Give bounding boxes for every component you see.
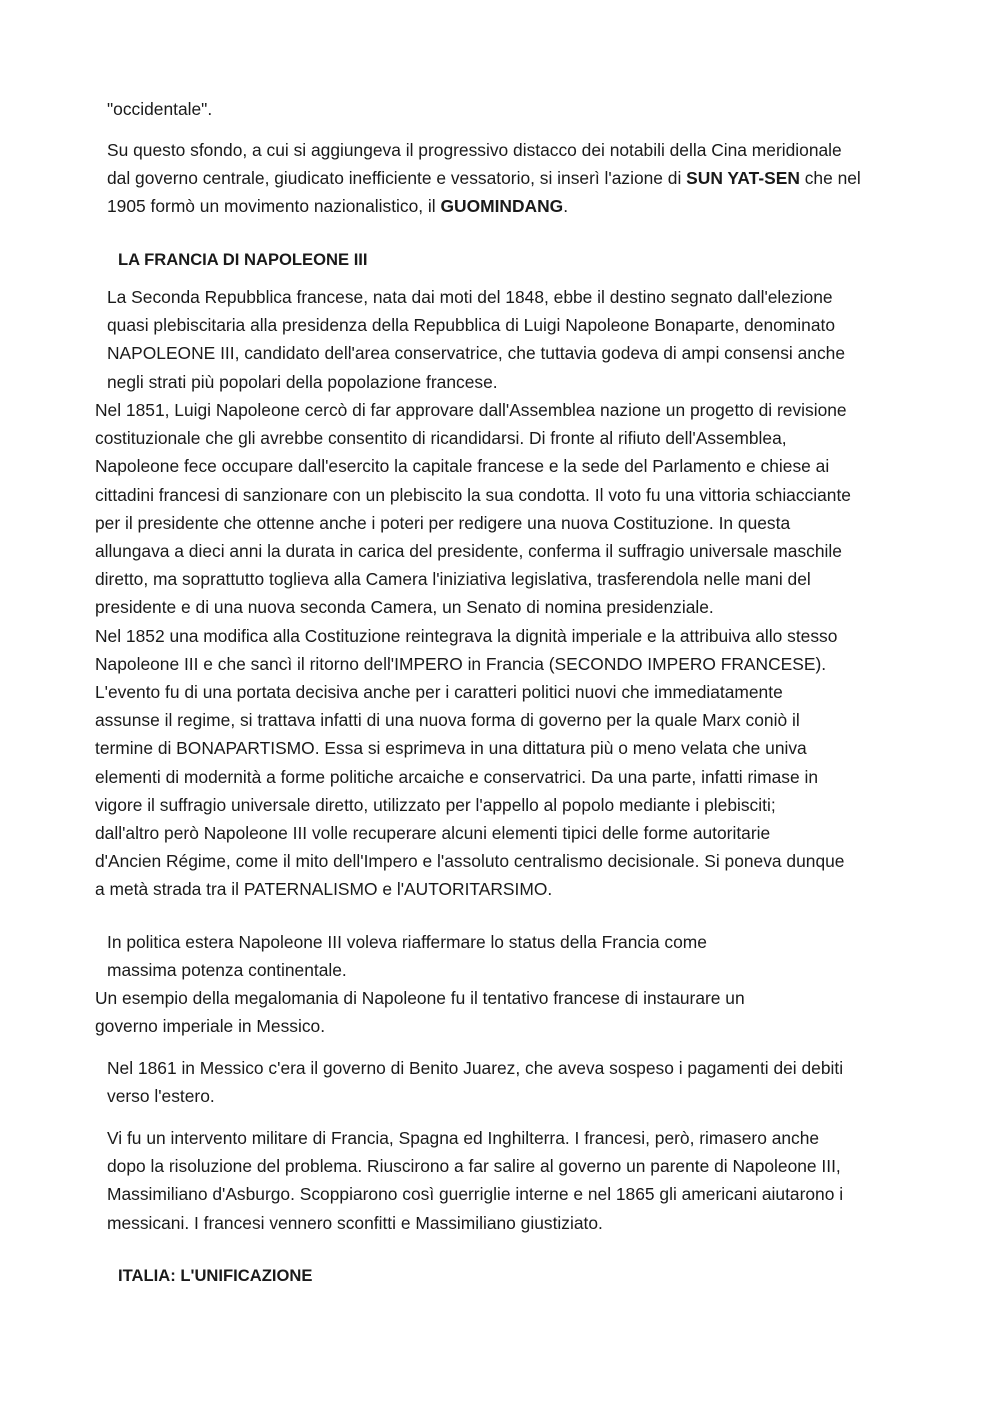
text-line: "occidentale". xyxy=(107,99,213,119)
text-line: presidente e di una nuova seconda Camera, un Senato di nomina presidenziale. xyxy=(95,597,714,618)
text-line: dopo la risoluzione del problema. Riuscirono a far salire al governo un parente di Napoleone III, xyxy=(107,1156,841,1177)
text-line: cittadini francesi di sanzionare con un plebiscito la sua condotta. Il voto fu una vittoria schiacciante xyxy=(95,484,851,505)
text-line: per il presidente che ottenne anche i poteri per redigere una nuova Costituzione. In questa xyxy=(95,512,791,533)
text-line: dal governo centrale, giudicato inefficiente e vessatorio, si inserì l'azione di SUN YAT-SEN che nel xyxy=(107,168,861,189)
text-line: diretto, ma soprattutto toglieva alla Camera l'iniziativa legislativa, trasferendola nelle mani del xyxy=(95,569,811,590)
francia-paragraph-5 xyxy=(107,1054,843,1110)
text-line: NAPOLEONE III, candidato dell'area conservatrice, che tuttavia godeva di ampi consensi anche xyxy=(107,343,845,364)
text-line: Nel 1852 una modifica alla Costituzione reintegrava la dignità imperiale e la attribuiva allo stesso xyxy=(95,625,838,646)
francia-paragraph-3 xyxy=(107,928,707,984)
text-line: Nel 1861 in Messico c'era il governo di Benito Juarez, che aveva sospeso i pagamenti dei debiti xyxy=(107,1058,844,1078)
section-heading-francia: LA FRANCIA DI NAPOLEONE III xyxy=(118,250,368,269)
francia-paragraph-6 xyxy=(107,1124,843,1237)
text-line: 1905 formò un movimento nazionalistico, il GUOMINDANG. xyxy=(107,196,569,217)
text-line: elementi di modernità a forme politiche arcaiche e conservatrici. Da una parte, infatti rimase in xyxy=(95,766,819,787)
text-line: Massimiliano d'Asburgo. Scoppiarono così guerriglie interne e nel 1865 gli americani aiutarono i xyxy=(107,1184,844,1205)
text-line: massima potenza continentale. xyxy=(107,960,347,981)
francia-paragraph-1 xyxy=(107,283,845,396)
text-line: La Seconda Repubblica francese, nata dai moti del 1848, ebbe il destino segnato dall'elezione xyxy=(107,287,833,307)
text-line: allungava a dieci anni la durata in carica del presidente, conferma il suffragio universale maschile xyxy=(95,541,842,562)
text-line: negli strati più popolari della popolazione francese. xyxy=(107,371,498,392)
bold-term-sun-yat-sen: SUN YAT-SEN xyxy=(686,168,800,189)
francia-paragraph-4 xyxy=(95,984,745,1040)
bold-term-guomindang: GUOMINDANG xyxy=(440,196,564,217)
text-line: L'evento fu di una portata decisiva anche per i caratteri politici nuovi che immediatamente xyxy=(95,682,783,703)
text-line: termine di BONAPARTISMO. Essa si esprimeva in una dittatura più o meno velata che univa xyxy=(95,738,807,759)
text-line: Un esempio della megalomania di Napoleone fu il tentativo francese di instaurare un xyxy=(95,988,745,1008)
text-line: assunse il regime, si trattava infatti di una nuova forma di governo per la quale Marx coniò il xyxy=(95,710,800,731)
text-line: Napoleone III e che sancì il ritorno dell'IMPERO in Francia (SECONDO IMPERO FRANCESE). xyxy=(95,653,827,674)
text-line: a metà strada tra il PATERNALISMO e l'AUTORITARSIMO. xyxy=(95,879,553,900)
text-line: costituzionale che gli avrebbe consentito di ricandidarsi. Di fronte al rifiuto dell'Assemblea, xyxy=(95,428,787,449)
text-line: In politica estera Napoleone III voleva riaffermare lo status della Francia come xyxy=(107,932,707,952)
text-line: governo imperiale in Messico. xyxy=(95,1016,326,1037)
text-line: Su questo sfondo, a cui si aggiungeva il progressivo distacco dei notabili della Cina meridionale xyxy=(107,140,842,160)
text-line: Nel 1851, Luigi Napoleone cercò di far approvare dall'Assemblea nazione un progetto di revisione xyxy=(95,400,847,420)
section-heading-italia: ITALIA: L'UNIFICAZIONE xyxy=(118,1266,313,1285)
text-line: vigore il suffragio universale diretto, utilizzato per l'appello al popolo mediante i plebisciti; xyxy=(95,794,776,815)
text-line: verso l'estero. xyxy=(107,1086,215,1107)
intro-paragraph-2 xyxy=(107,136,861,221)
text-line: d'Ancien Régime, come il mito dell'Impero e l'assoluto centralismo decisionale. Si poneva dunque xyxy=(95,851,845,872)
text-line: dall'altro però Napoleone III volle recuperare alcuni elementi tipici delle forme autoritarie xyxy=(95,823,771,844)
text-line: messicani. I francesi vennero sconfitti e Massimiliano giustiziato. xyxy=(107,1212,603,1233)
text-line: Napoleone fece occupare dall'esercito la capitale francese e la sede del Parlamento e chiese ai xyxy=(95,456,830,477)
text-line: quasi plebiscitaria alla presidenza della Repubblica di Luigi Napoleone Bonaparte, denominato xyxy=(107,315,835,336)
intro-paragraph-1 xyxy=(107,95,212,123)
text-line: Vi fu un intervento militare di Francia, Spagna ed Inghilterra. I francesi, però, rimasero anche xyxy=(107,1128,820,1148)
francia-paragraph-2 xyxy=(95,396,851,904)
